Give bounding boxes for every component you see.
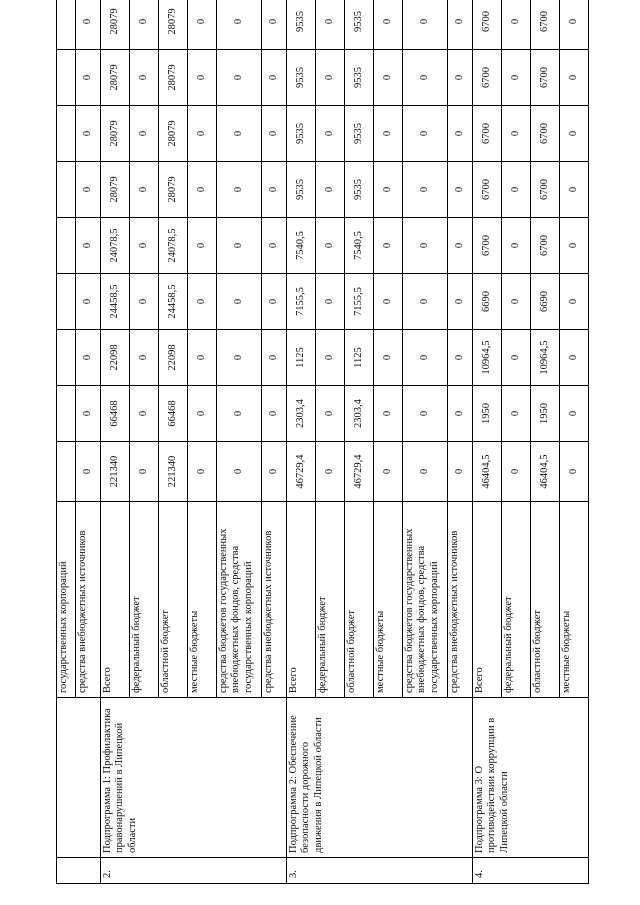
- value-cell: 0: [316, 0, 345, 50]
- value-cell: 0: [76, 442, 101, 502]
- value-cell: 9535: [345, 0, 374, 50]
- value-cell: 0: [448, 162, 473, 218]
- value-cell: 0: [76, 106, 101, 162]
- program-name-cell: [57, 698, 101, 858]
- value-cell: 0: [262, 0, 287, 50]
- value-cell: 6690: [531, 274, 560, 330]
- value-cell: 0: [502, 330, 531, 386]
- value-cell: 9535: [287, 0, 316, 50]
- value-cell: 0: [560, 218, 589, 274]
- value-cell: 2303,4: [287, 386, 316, 442]
- value-cell: 0: [76, 50, 101, 106]
- value-cell: 0: [262, 162, 287, 218]
- value-cell: [57, 274, 76, 330]
- value-cell: 24078,5: [101, 218, 130, 274]
- value-cell: 0: [403, 218, 448, 274]
- value-cell: 6700: [473, 106, 502, 162]
- funding-source-cell: Всего: [287, 502, 316, 698]
- funding-source-cell: средства бюджетов государственных внебюджетных фондов, средства государственных корпораций: [217, 502, 262, 698]
- value-cell: 0: [403, 162, 448, 218]
- value-cell: 0: [188, 0, 217, 50]
- value-cell: 0: [560, 442, 589, 502]
- subprogram-name: Подпрограмма 3: О противодействии коррупции в Липецкой области: [473, 698, 589, 858]
- value-cell: 28079: [101, 162, 130, 218]
- value-cell: 1950: [531, 386, 560, 442]
- value-cell: 0: [502, 386, 531, 442]
- value-cell: 0: [374, 0, 403, 50]
- funding-source-cell: Всего: [101, 502, 130, 698]
- value-cell: 28079: [101, 0, 130, 50]
- value-cell: 0: [316, 442, 345, 502]
- value-cell: 6700: [531, 106, 560, 162]
- value-cell: 0: [560, 162, 589, 218]
- value-cell: 7155,5: [287, 274, 316, 330]
- subprogram-name: Подпрограмма 2: Обеспечение безопасности дорожного движения в Липецкой области: [287, 698, 473, 858]
- value-cell: 0: [448, 0, 473, 50]
- value-cell: 0: [262, 274, 287, 330]
- value-cell: 0: [403, 386, 448, 442]
- value-cell: 0: [403, 0, 448, 50]
- value-cell: 0: [316, 50, 345, 106]
- value-cell: 0: [262, 106, 287, 162]
- value-cell: 6700: [473, 50, 502, 106]
- document-page: [56, 8, 589, 884]
- value-cell: 0: [188, 218, 217, 274]
- subprogram-name: Подпрограмма 1: Профилактика правонарушений в Липецкой области: [101, 698, 287, 858]
- value-cell: 28079: [159, 106, 188, 162]
- value-cell: 6690: [473, 274, 502, 330]
- value-cell: 0: [217, 274, 262, 330]
- value-cell: 24458,5: [101, 274, 130, 330]
- value-cell: 0: [502, 0, 531, 50]
- value-cell: 0: [262, 50, 287, 106]
- value-cell: [57, 218, 76, 274]
- funding-source-cell: средства внебюджетных источников: [448, 502, 473, 698]
- value-cell: 0: [448, 386, 473, 442]
- value-cell: 28079: [101, 50, 130, 106]
- value-cell: [57, 442, 76, 502]
- value-cell: 9535: [287, 50, 316, 106]
- value-cell: 0: [130, 218, 159, 274]
- value-cell: [57, 50, 76, 106]
- value-cell: 0: [316, 162, 345, 218]
- value-cell: 0: [262, 218, 287, 274]
- value-cell: 0: [560, 50, 589, 106]
- value-cell: 1125: [287, 330, 316, 386]
- value-cell: 0: [374, 442, 403, 502]
- value-cell: 6700: [473, 218, 502, 274]
- value-cell: 0: [448, 218, 473, 274]
- value-cell: 0: [374, 386, 403, 442]
- value-cell: 6700: [473, 0, 502, 50]
- funding-source-cell: Всего: [473, 502, 502, 698]
- value-cell: 0: [316, 330, 345, 386]
- table-row: [287, 0, 316, 884]
- index-cell: [57, 858, 101, 884]
- value-cell: 0: [188, 162, 217, 218]
- value-cell: 28079: [159, 50, 188, 106]
- funding-source-cell: федеральный бюджет: [316, 502, 345, 698]
- value-cell: 221340: [159, 442, 188, 502]
- value-cell: 0: [316, 106, 345, 162]
- value-cell: 0: [374, 274, 403, 330]
- value-cell: 24078,5: [159, 218, 188, 274]
- value-cell: 22098: [159, 330, 188, 386]
- value-cell: 0: [262, 330, 287, 386]
- value-cell: 0: [130, 442, 159, 502]
- value-cell: 28079: [159, 162, 188, 218]
- value-cell: 66468: [101, 386, 130, 442]
- funding-source-cell: средства внебюджетных источников: [262, 502, 287, 698]
- value-cell: 2303,4: [345, 386, 374, 442]
- value-cell: 0: [560, 386, 589, 442]
- value-cell: 0: [76, 330, 101, 386]
- budget-table: [56, 0, 589, 884]
- value-cell: 0: [448, 50, 473, 106]
- value-cell: 0: [502, 218, 531, 274]
- value-cell: 0: [76, 218, 101, 274]
- value-cell: 22098: [101, 330, 130, 386]
- value-cell: 0: [262, 442, 287, 502]
- budget-table-body: [57, 0, 589, 884]
- value-cell: 0: [130, 162, 159, 218]
- value-cell: 0: [130, 330, 159, 386]
- value-cell: 9535: [345, 162, 374, 218]
- funding-source-cell: областной бюджет: [345, 502, 374, 698]
- value-cell: 0: [560, 106, 589, 162]
- value-cell: 7540,5: [345, 218, 374, 274]
- value-cell: 0: [374, 330, 403, 386]
- table-row: [473, 0, 502, 884]
- value-cell: 0: [130, 274, 159, 330]
- value-cell: 0: [188, 106, 217, 162]
- funding-source-cell: местные бюджеты: [374, 502, 403, 698]
- value-cell: 0: [217, 106, 262, 162]
- value-cell: 0: [130, 50, 159, 106]
- value-cell: 66468: [159, 386, 188, 442]
- value-cell: 0: [188, 330, 217, 386]
- value-cell: 0: [403, 106, 448, 162]
- value-cell: 46404,5: [473, 442, 502, 502]
- value-cell: 0: [188, 386, 217, 442]
- value-cell: 0: [188, 274, 217, 330]
- value-cell: 7155,5: [345, 274, 374, 330]
- value-cell: 0: [502, 50, 531, 106]
- funding-source-cell: федеральный бюджет: [130, 502, 159, 698]
- value-cell: 0: [188, 442, 217, 502]
- row-index: 4.: [473, 858, 589, 884]
- value-cell: 0: [76, 0, 101, 50]
- value-cell: 0: [316, 274, 345, 330]
- value-cell: 0: [403, 274, 448, 330]
- funding-source-cell: областной бюджет: [159, 502, 188, 698]
- value-cell: 0: [316, 386, 345, 442]
- value-cell: 0: [448, 106, 473, 162]
- funding-source-cell: государственных корпораций: [57, 502, 76, 698]
- value-cell: 28079: [101, 106, 130, 162]
- value-cell: 0: [502, 106, 531, 162]
- value-cell: 7540,5: [287, 218, 316, 274]
- value-cell: 0: [217, 330, 262, 386]
- value-cell: 0: [374, 106, 403, 162]
- value-cell: 0: [502, 442, 531, 502]
- value-cell: 0: [217, 442, 262, 502]
- value-cell: 0: [217, 0, 262, 50]
- funding-source-cell: областной бюджет: [531, 502, 560, 698]
- value-cell: 6700: [531, 162, 560, 218]
- value-cell: 0: [448, 330, 473, 386]
- rotated-budget-table-container: [56, 8, 589, 884]
- funding-source-cell: средства внебюджетных источников: [76, 502, 101, 698]
- value-cell: 9535: [345, 106, 374, 162]
- value-cell: 10964,5: [473, 330, 502, 386]
- value-cell: 0: [403, 442, 448, 502]
- table-row: [101, 0, 130, 884]
- value-cell: 24458,5: [159, 274, 188, 330]
- value-cell: 0: [502, 274, 531, 330]
- value-cell: 0: [374, 50, 403, 106]
- value-cell: 0: [188, 50, 217, 106]
- value-cell: 6700: [531, 218, 560, 274]
- value-cell: 0: [560, 274, 589, 330]
- funding-source-cell: местные бюджеты: [560, 502, 589, 698]
- value-cell: 0: [76, 386, 101, 442]
- value-cell: 9535: [287, 106, 316, 162]
- funding-source-cell: федеральный бюджет: [502, 502, 531, 698]
- value-cell: 10964,5: [531, 330, 560, 386]
- value-cell: 221340: [101, 442, 130, 502]
- value-cell: 0: [130, 0, 159, 50]
- value-cell: 6700: [531, 50, 560, 106]
- value-cell: 0: [374, 218, 403, 274]
- value-cell: 0: [262, 386, 287, 442]
- row-index: 3.: [287, 858, 473, 884]
- table-row: [57, 0, 76, 884]
- value-cell: 0: [130, 106, 159, 162]
- value-cell: 0: [217, 50, 262, 106]
- value-cell: 0: [217, 162, 262, 218]
- value-cell: 0: [217, 218, 262, 274]
- funding-source-cell: местные бюджеты: [188, 502, 217, 698]
- value-cell: [57, 0, 76, 50]
- value-cell: 0: [217, 386, 262, 442]
- value-cell: 46729,4: [345, 442, 374, 502]
- value-cell: [57, 162, 76, 218]
- value-cell: 28079: [159, 0, 188, 50]
- value-cell: 0: [76, 274, 101, 330]
- value-cell: 0: [560, 330, 589, 386]
- value-cell: 0: [403, 330, 448, 386]
- value-cell: 0: [76, 162, 101, 218]
- value-cell: [57, 386, 76, 442]
- value-cell: 9535: [345, 50, 374, 106]
- value-cell: 0: [316, 218, 345, 274]
- value-cell: 0: [403, 50, 448, 106]
- value-cell: 6700: [473, 162, 502, 218]
- value-cell: 1125: [345, 330, 374, 386]
- value-cell: 9535: [287, 162, 316, 218]
- value-cell: 0: [560, 0, 589, 50]
- value-cell: [57, 106, 76, 162]
- value-cell: 0: [130, 386, 159, 442]
- value-cell: 0: [448, 274, 473, 330]
- value-cell: 0: [448, 442, 473, 502]
- value-cell: 6700: [531, 0, 560, 50]
- funding-source-cell: средства бюджетов государственных внебюджетных фондов, средства государственных корпораций: [403, 502, 448, 698]
- value-cell: [57, 330, 76, 386]
- value-cell: 1950: [473, 386, 502, 442]
- row-index: 2.: [101, 858, 287, 884]
- value-cell: 46729,4: [287, 442, 316, 502]
- value-cell: 46404,5: [531, 442, 560, 502]
- value-cell: 0: [374, 162, 403, 218]
- value-cell: 0: [502, 162, 531, 218]
